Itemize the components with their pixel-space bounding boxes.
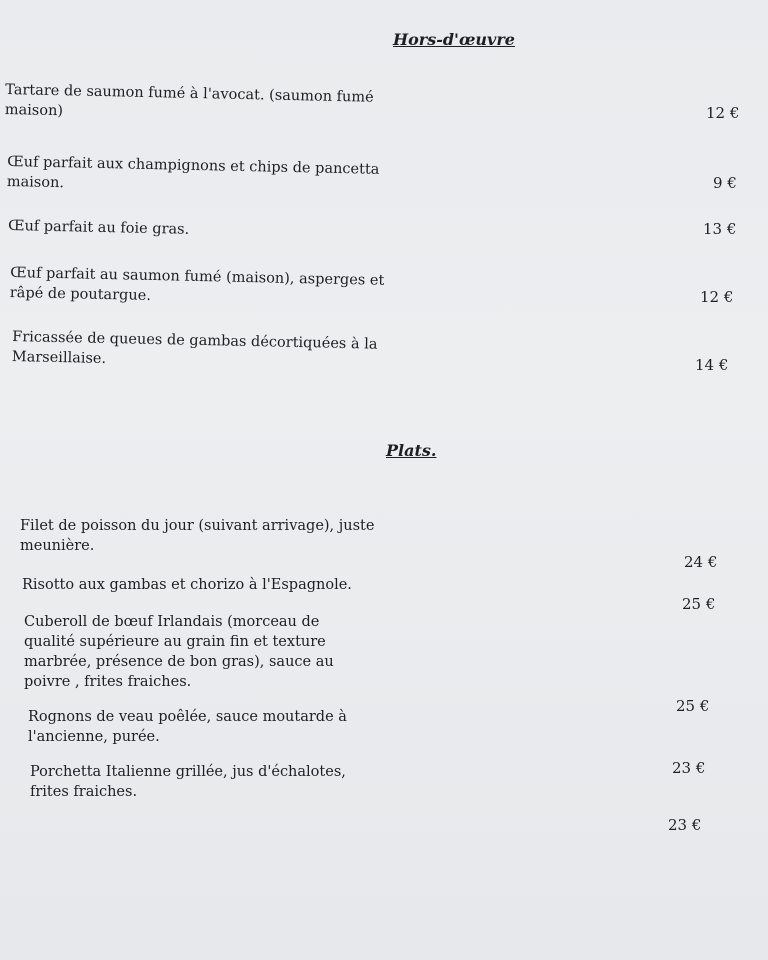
menu-item-price: 25 € <box>682 595 716 613</box>
menu-item-price: 14 € <box>695 356 729 374</box>
menu-item-price: 23 € <box>668 816 702 834</box>
menu-item-price: 23 € <box>672 759 706 777</box>
menu-item-price: 9 € <box>713 174 737 192</box>
menu-item-name: Rognons de veau poêlée, sauce moutarde à l'ancienne, purée. <box>28 709 347 745</box>
menu-item-price: 24 € <box>684 553 718 571</box>
section-title-plats: Plats. <box>386 441 437 460</box>
menu-item-name: Risotto aux gambas et chorizo à l'Espagnole. <box>22 577 352 593</box>
menu-item-name: Œuf parfait aux champignons et chips de pancetta maison. <box>6 154 380 192</box>
section-title-hors-doeuvre: Hors-d'œuvre <box>393 30 515 49</box>
menu-item-price: 12 € <box>706 104 740 122</box>
menu-item-name: Fricassée de queues de gambas décortiquées à la Marseillaise. <box>11 329 378 367</box>
menu-item-name: Œuf parfait au foie gras. <box>7 218 190 238</box>
menu-item-price: 12 € <box>700 288 734 306</box>
menu-item-name: Porchetta Italienne grillée, jus d'échalotes, frites fraiches. <box>30 764 346 800</box>
menu-item-name: Œuf parfait au saumon fumé (maison), asperges et râpé de poutargue. <box>9 265 385 304</box>
menu-item-name: Filet de poisson du jour (suivant arrivage), juste meunière. <box>20 518 375 554</box>
menu-item-name: Cuberoll de bœuf Irlandais (morceau de qualité supérieure au grain fin et texture marbrée, présence de bon gras), sauce au poivre , frites fraiches. <box>24 614 334 690</box>
menu-item-price: 13 € <box>703 220 737 238</box>
menu-item-name: Tartare de saumon fumé à l'avocat. (saumon fumé maison) <box>4 82 374 120</box>
menu-item-price: 25 € <box>676 697 710 715</box>
